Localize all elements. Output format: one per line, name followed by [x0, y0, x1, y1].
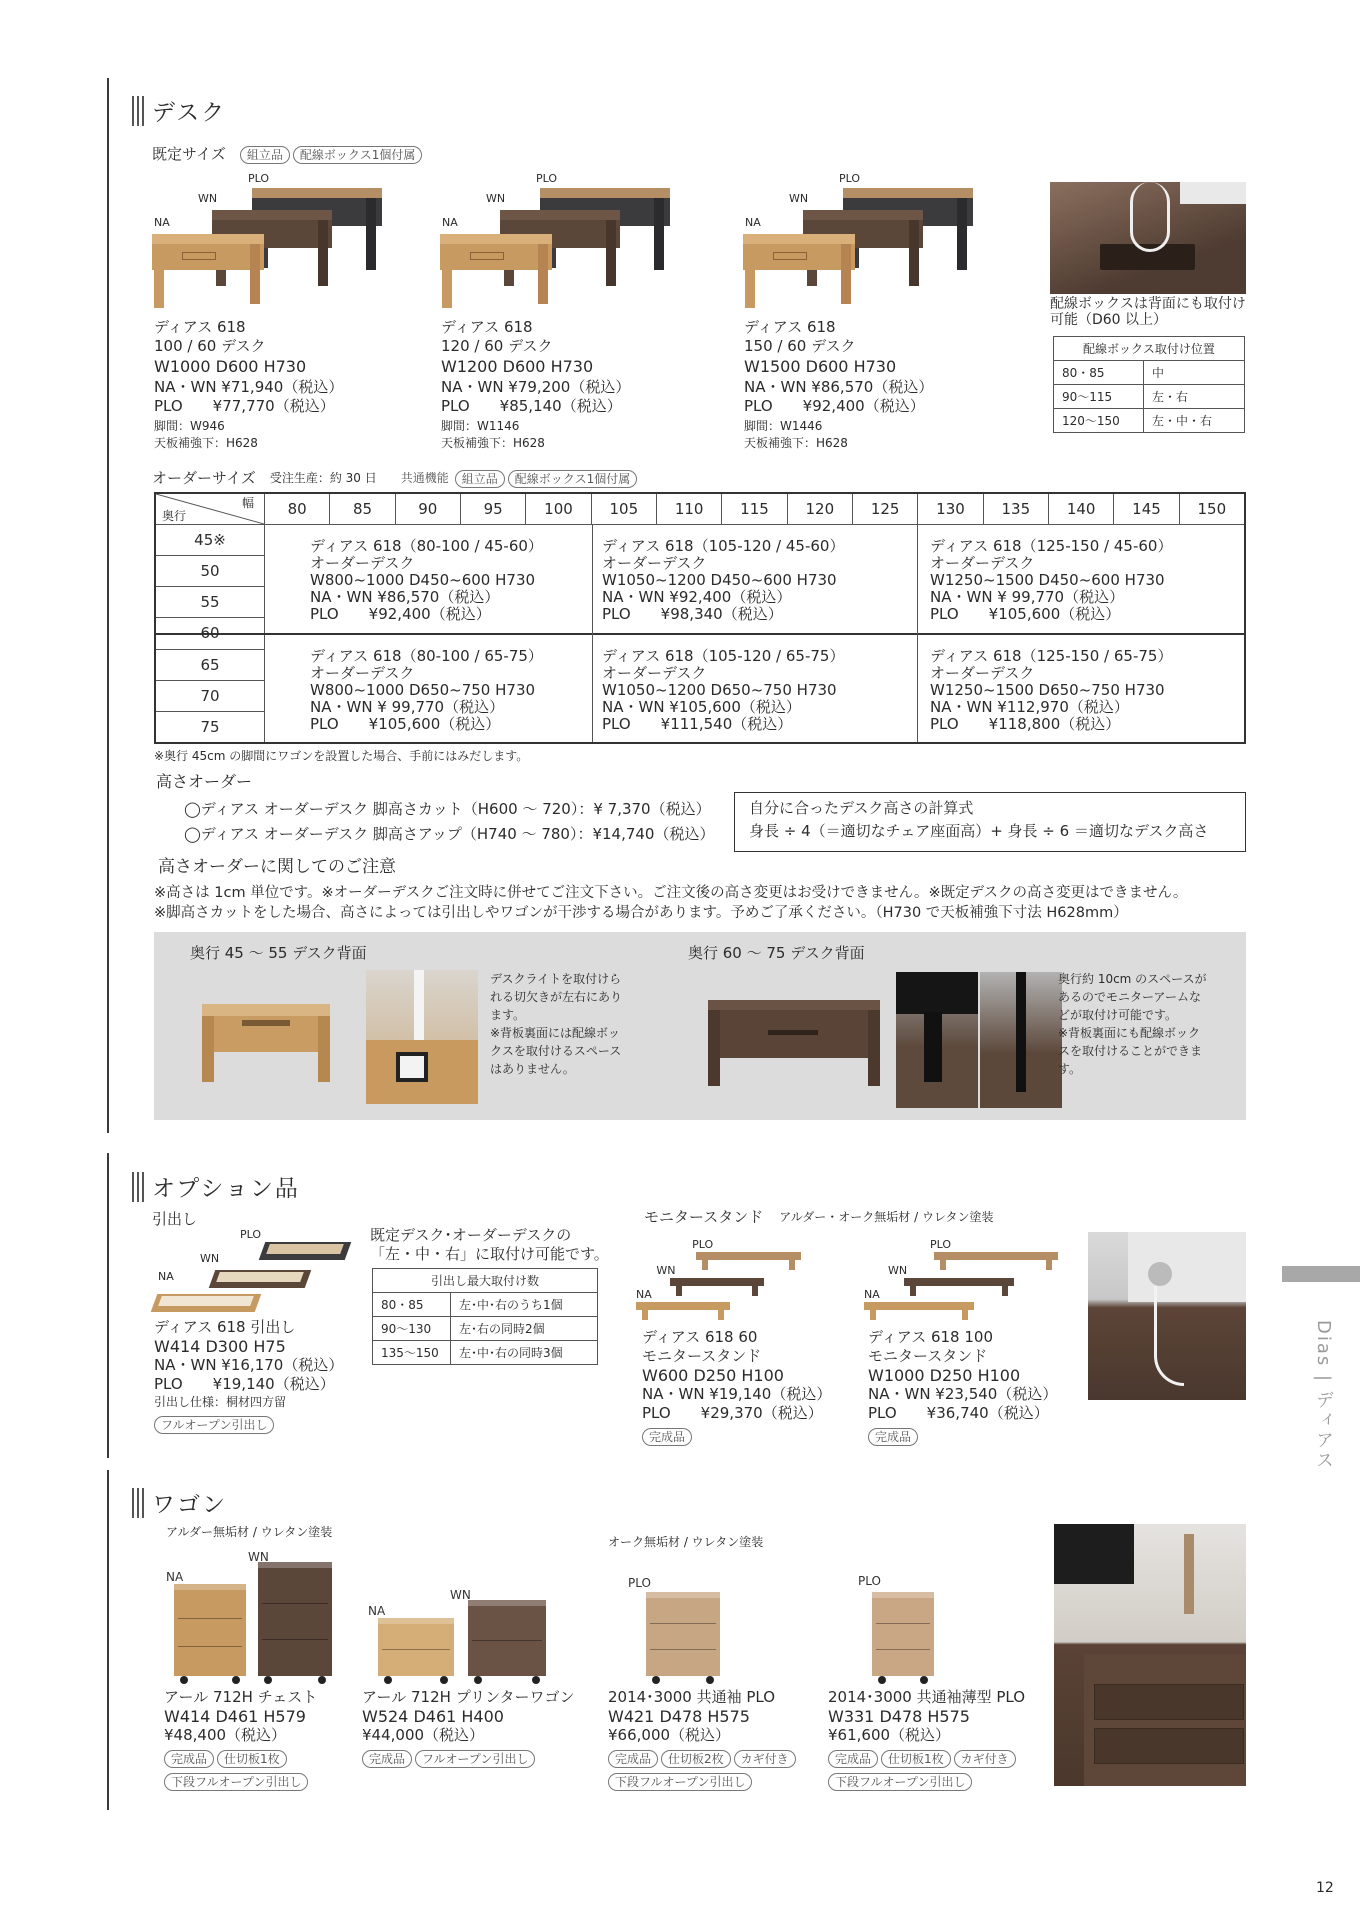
back-left-desk-image	[202, 1004, 330, 1082]
label-na: NA	[158, 1270, 174, 1283]
grid-width-header: 95	[460, 494, 525, 524]
order-size-label: オーダーサイズ	[152, 468, 256, 487]
side-tab	[1282, 1266, 1360, 1282]
grid-width-header: 100	[525, 494, 590, 524]
label-na: NA	[442, 216, 458, 229]
desk-product-1: ディアス 618 100 / 60 デスク W1000 D600 H730 NA・WN ¥71,940（税込） PLO ¥77,770（税込） 脚間：W946 天板補強下：H628	[154, 318, 344, 450]
wagon-item-4: 2014･3000 共通袖薄型 PLO W331 D478 H575 ¥61,600（税込） 完成品 仕切板1枚 カギ付き 下段フルオープン引出し	[828, 1688, 1026, 1789]
wagon-item-3: 2014･3000 共通袖 PLO W421 D478 H575 ¥66,000（税込） 完成品 仕切板2枚 カギ付き 下段フルオープン引出し	[608, 1688, 818, 1791]
drawer-note: 既定デスク･オーダーデスクの 「左・中・右」に取付け可能です。	[370, 1226, 609, 1263]
wagon-plo-2	[872, 1592, 934, 1684]
desk-product-3: ディアス 618 150 / 60 デスク W1500 D600 H730 NA・WN ¥86,570（税込） PLO ¥92,400（税込） 脚間：W1446 天板補強下：H628	[744, 318, 934, 450]
height-cut-text: ◯ディアス オーダーデスク 脚高さカット（H600 〜 720）：¥ 7,370（税込）	[184, 800, 711, 818]
grid-width-header: 135	[983, 494, 1048, 524]
monitor-product-2: ディアス 618 100 モニタースタンド W1000 D250 H100 NA・WN ¥23,540（税込） PLO ¥36,740（税込） 完成品	[868, 1328, 1058, 1444]
wagon-printer-wn	[468, 1600, 546, 1684]
back-right-detail-image-1	[896, 972, 978, 1108]
wagon-printer-na	[378, 1618, 454, 1684]
wagon-plo-1	[646, 1592, 720, 1684]
label-wn: WN	[200, 1252, 220, 1265]
section-line-wagon	[107, 1470, 109, 1810]
grid-width-header: 80	[264, 494, 329, 524]
wagon-section-title: ワゴン	[132, 1486, 227, 1519]
back-right-text: 奥行約 10cm のスペースが あるのでモニターアームな どが取付け可能です。 ※背板裏面にも配線ボック スを取付けることができま す。	[1058, 972, 1207, 1076]
label-na: NA	[166, 1570, 184, 1584]
desk-illustration-2	[440, 172, 720, 308]
section-line-desk	[107, 78, 109, 1133]
tag-wiring-box: 配線ボックス1個付属	[293, 146, 423, 164]
label-plo: PLO	[240, 1228, 262, 1241]
label-wn: WN	[450, 1588, 471, 1602]
wagon-chest-wn	[258, 1562, 332, 1684]
height-calc-box: 自分に合ったデスク高さの計算式 身長 ÷ 4（＝適切なチェア座面高）+ 身長 ÷ 6 ＝適切なデスク高さ	[734, 792, 1246, 852]
desk-illustration-3	[743, 172, 1023, 308]
grid-width-header: 120	[787, 494, 852, 524]
drawer-product: ディアス 618 引出し W414 D300 H75 NA・WN ¥16,170（税込） PLO ¥19,140（税込） 引出し仕様：桐材四方留 フルオープン引出し	[154, 1318, 344, 1432]
label-wn: WN	[888, 1264, 908, 1277]
label-wn: WN	[486, 192, 506, 205]
monitor-header: モニタースタンド アルダー・オーク無垢材 / ウレタン塗装	[644, 1208, 994, 1226]
grid-depth-header: 75	[156, 711, 264, 742]
label-na: NA	[864, 1288, 880, 1301]
desk-product-2: ディアス 618 120 / 60 デスク W1200 D600 H730 NA・WN ¥79,200（税込） PLO ¥85,140（税込） 脚間：W1146 天板補強下：H628	[441, 318, 631, 450]
order-note: ※奥行 45cm の脚間にワゴンを設置した場合、手前にはみだします。	[154, 749, 529, 763]
height-notes-title: 高さオーダーに関してのご注意	[158, 857, 396, 877]
label-plo: PLO	[248, 172, 270, 185]
side-label: Dias | ディアス	[1313, 1320, 1334, 1471]
label-wn: WN	[198, 192, 218, 205]
label-plo: PLO	[858, 1574, 881, 1588]
label-wn: WN	[656, 1264, 676, 1277]
standard-size-label: 既定サイズ	[152, 144, 226, 163]
label-plo: PLO	[628, 1576, 651, 1590]
back-right-detail-image-2	[980, 972, 1062, 1108]
back-right-title: 奥行 60 〜 75 デスク背面	[688, 944, 865, 962]
grid-depth-header: 50	[156, 555, 264, 586]
order-desk-block: ディアス 618（80-100 / 45-60） オーダーデスク W800~1000 D450~600 H730 NA・WN ¥86,570（税込） PLO ¥92,400（税込）	[310, 537, 543, 623]
tag-assembly: 組立品	[240, 146, 290, 164]
wagon-item-1: アール 712H チェスト W414 D461 H579 ¥48,400（税込） 完成品 仕切板1枚 下段フルオープン引出し	[164, 1688, 318, 1789]
options-section-title: オプション品	[132, 1170, 300, 1203]
monitor-stand-illustration-1	[636, 1238, 816, 1326]
label-na: NA	[368, 1604, 386, 1618]
label-na: NA	[154, 216, 170, 229]
back-right-desk-image	[708, 1000, 880, 1086]
grid-width-header: 115	[721, 494, 786, 524]
wagon-material-alder: アルダー無垢材 / ウレタン塗装	[166, 1525, 333, 1539]
wiring-box-photo	[1050, 182, 1246, 294]
grid-width-header: 125	[852, 494, 917, 524]
label-na: NA	[636, 1288, 652, 1301]
back-left-text: デスクライトを取付けら れる切欠きが左右にあり ます。 ※背板裏面には配線ボッ クスを取付けるスペース はありません。	[490, 972, 623, 1076]
section-line-options	[107, 1153, 109, 1458]
page-number: 12	[1316, 1880, 1334, 1896]
wagon-room-photo	[1054, 1524, 1246, 1786]
order-size-grid	[154, 492, 1246, 744]
wagon-chest-na	[174, 1584, 246, 1684]
grid-depth-header: 45※	[156, 524, 264, 555]
height-note-2: ※脚高さカットをした場合、高さによっては引出しやワゴンが干渉する場合があります。予めご了承ください。（H730 で天板補強下寸法 H628mm）	[154, 905, 1128, 921]
tag-full-open: フルオープン引出し	[154, 1416, 274, 1434]
grid-width-header: 110	[656, 494, 721, 524]
monitor-stand-photo	[1088, 1232, 1246, 1400]
grid-width-header: 105	[591, 494, 656, 524]
wiring-position-table: 配線ボックス取付け位置 80・85 中 90〜115 左・右 120〜150 左・中・右	[1053, 336, 1245, 433]
label-na: NA	[745, 216, 761, 229]
label-wn: WN	[789, 192, 809, 205]
back-left-detail-image	[366, 970, 478, 1104]
grid-depth-header: 60	[156, 617, 264, 648]
order-desk-block: ディアス 618（105-120 / 65-75） オーダーデスク W1050~1200 D650~750 H730 NA・WN ¥105,600（税込） PLO ¥111,540（税込）	[602, 647, 845, 733]
wagon-material-oak: オーク無垢材 / ウレタン塗装	[608, 1535, 764, 1549]
grid-width-header: 145	[1113, 494, 1178, 524]
order-desk-block: ディアス 618（125-150 / 45-60） オーダーデスク W1250~1500 D450~600 H730 NA・WN ¥ 99,770（税込） PLO ¥105,600（税込）	[930, 537, 1173, 623]
label-wn: WN	[248, 1550, 269, 1564]
monitor-stand-illustration-2	[864, 1238, 1074, 1326]
order-desk-block: ディアス 618（105-120 / 45-60） オーダーデスク W1050~1200 D450~600 H730 NA・WN ¥92,400（税込） PLO ¥98,340（税込）	[602, 537, 845, 623]
order-size-row: オーダーサイズ 受注生産：約 30 日 共通機能 組立品 配線ボックス1個付属	[152, 468, 640, 488]
grid-depth-header: 65	[156, 649, 264, 680]
wiring-box-caption: 配線ボックスは背面にも取付け可能（D60 以上）	[1050, 296, 1246, 328]
order-desk-block: ディアス 618（80-100 / 65-75） オーダーデスク W800~1000 D650~750 H730 NA・WN ¥ 99,770（税込） PLO ¥105,600（税込）	[310, 647, 543, 733]
drawer-label: 引出し	[152, 1210, 198, 1228]
height-note-1: ※高さは 1cm 単位です。※オーダーデスクご注文時に併せてご注文下さい。ご注文後の高さ変更はお受けできません。※既定デスクの高さ変更はできません。	[154, 885, 1188, 901]
desk-section-title: デスク	[132, 94, 226, 127]
drawer-illustration	[154, 1228, 354, 1312]
grid-depth-header: 55	[156, 586, 264, 617]
desk-back-panel	[154, 932, 1246, 1120]
wagon-item-2: アール 712H プリンターワゴン W524 D461 H400 ¥44,000（税込） 完成品 フルオープン引出し	[362, 1688, 575, 1766]
height-order-label: 高さオーダー	[156, 772, 253, 791]
grid-width-header: 140	[1048, 494, 1113, 524]
grid-width-header: 150	[1179, 494, 1244, 524]
drawer-max-table: 引出し最大取付け数 80・85 左･中･右のうち1個 90〜130 左･右の同時2個 135〜150 左･中･右の同時3個	[372, 1268, 598, 1365]
label-plo: PLO	[536, 172, 558, 185]
grid-corner: 幅 奥行	[156, 494, 264, 524]
label-plo: PLO	[692, 1238, 714, 1251]
label-plo: PLO	[930, 1238, 952, 1251]
monitor-product-1: ディアス 618 60 モニタースタンド W600 D250 H100 NA・WN ¥19,140（税込） PLO ¥29,370（税込） 完成品	[642, 1328, 832, 1444]
label-plo: PLO	[839, 172, 861, 185]
order-desk-block: ディアス 618（125-150 / 65-75） オーダーデスク W1250~1500 D650~750 H730 NA・WN ¥112,970（税込） PLO ¥118,800（税込）	[930, 647, 1173, 733]
grid-depth-header: 70	[156, 680, 264, 711]
back-left-title: 奥行 45 〜 55 デスク背面	[190, 944, 367, 962]
grid-width-header: 85	[329, 494, 394, 524]
height-up-text: ◯ディアス オーダーデスク 脚高さアップ（H740 〜 780）：¥14,740（税込）	[184, 825, 715, 843]
grid-width-header: 90	[395, 494, 460, 524]
desk-illustration-1	[152, 172, 432, 308]
standard-size-row	[152, 144, 425, 164]
grid-width-header: 130	[917, 494, 982, 524]
